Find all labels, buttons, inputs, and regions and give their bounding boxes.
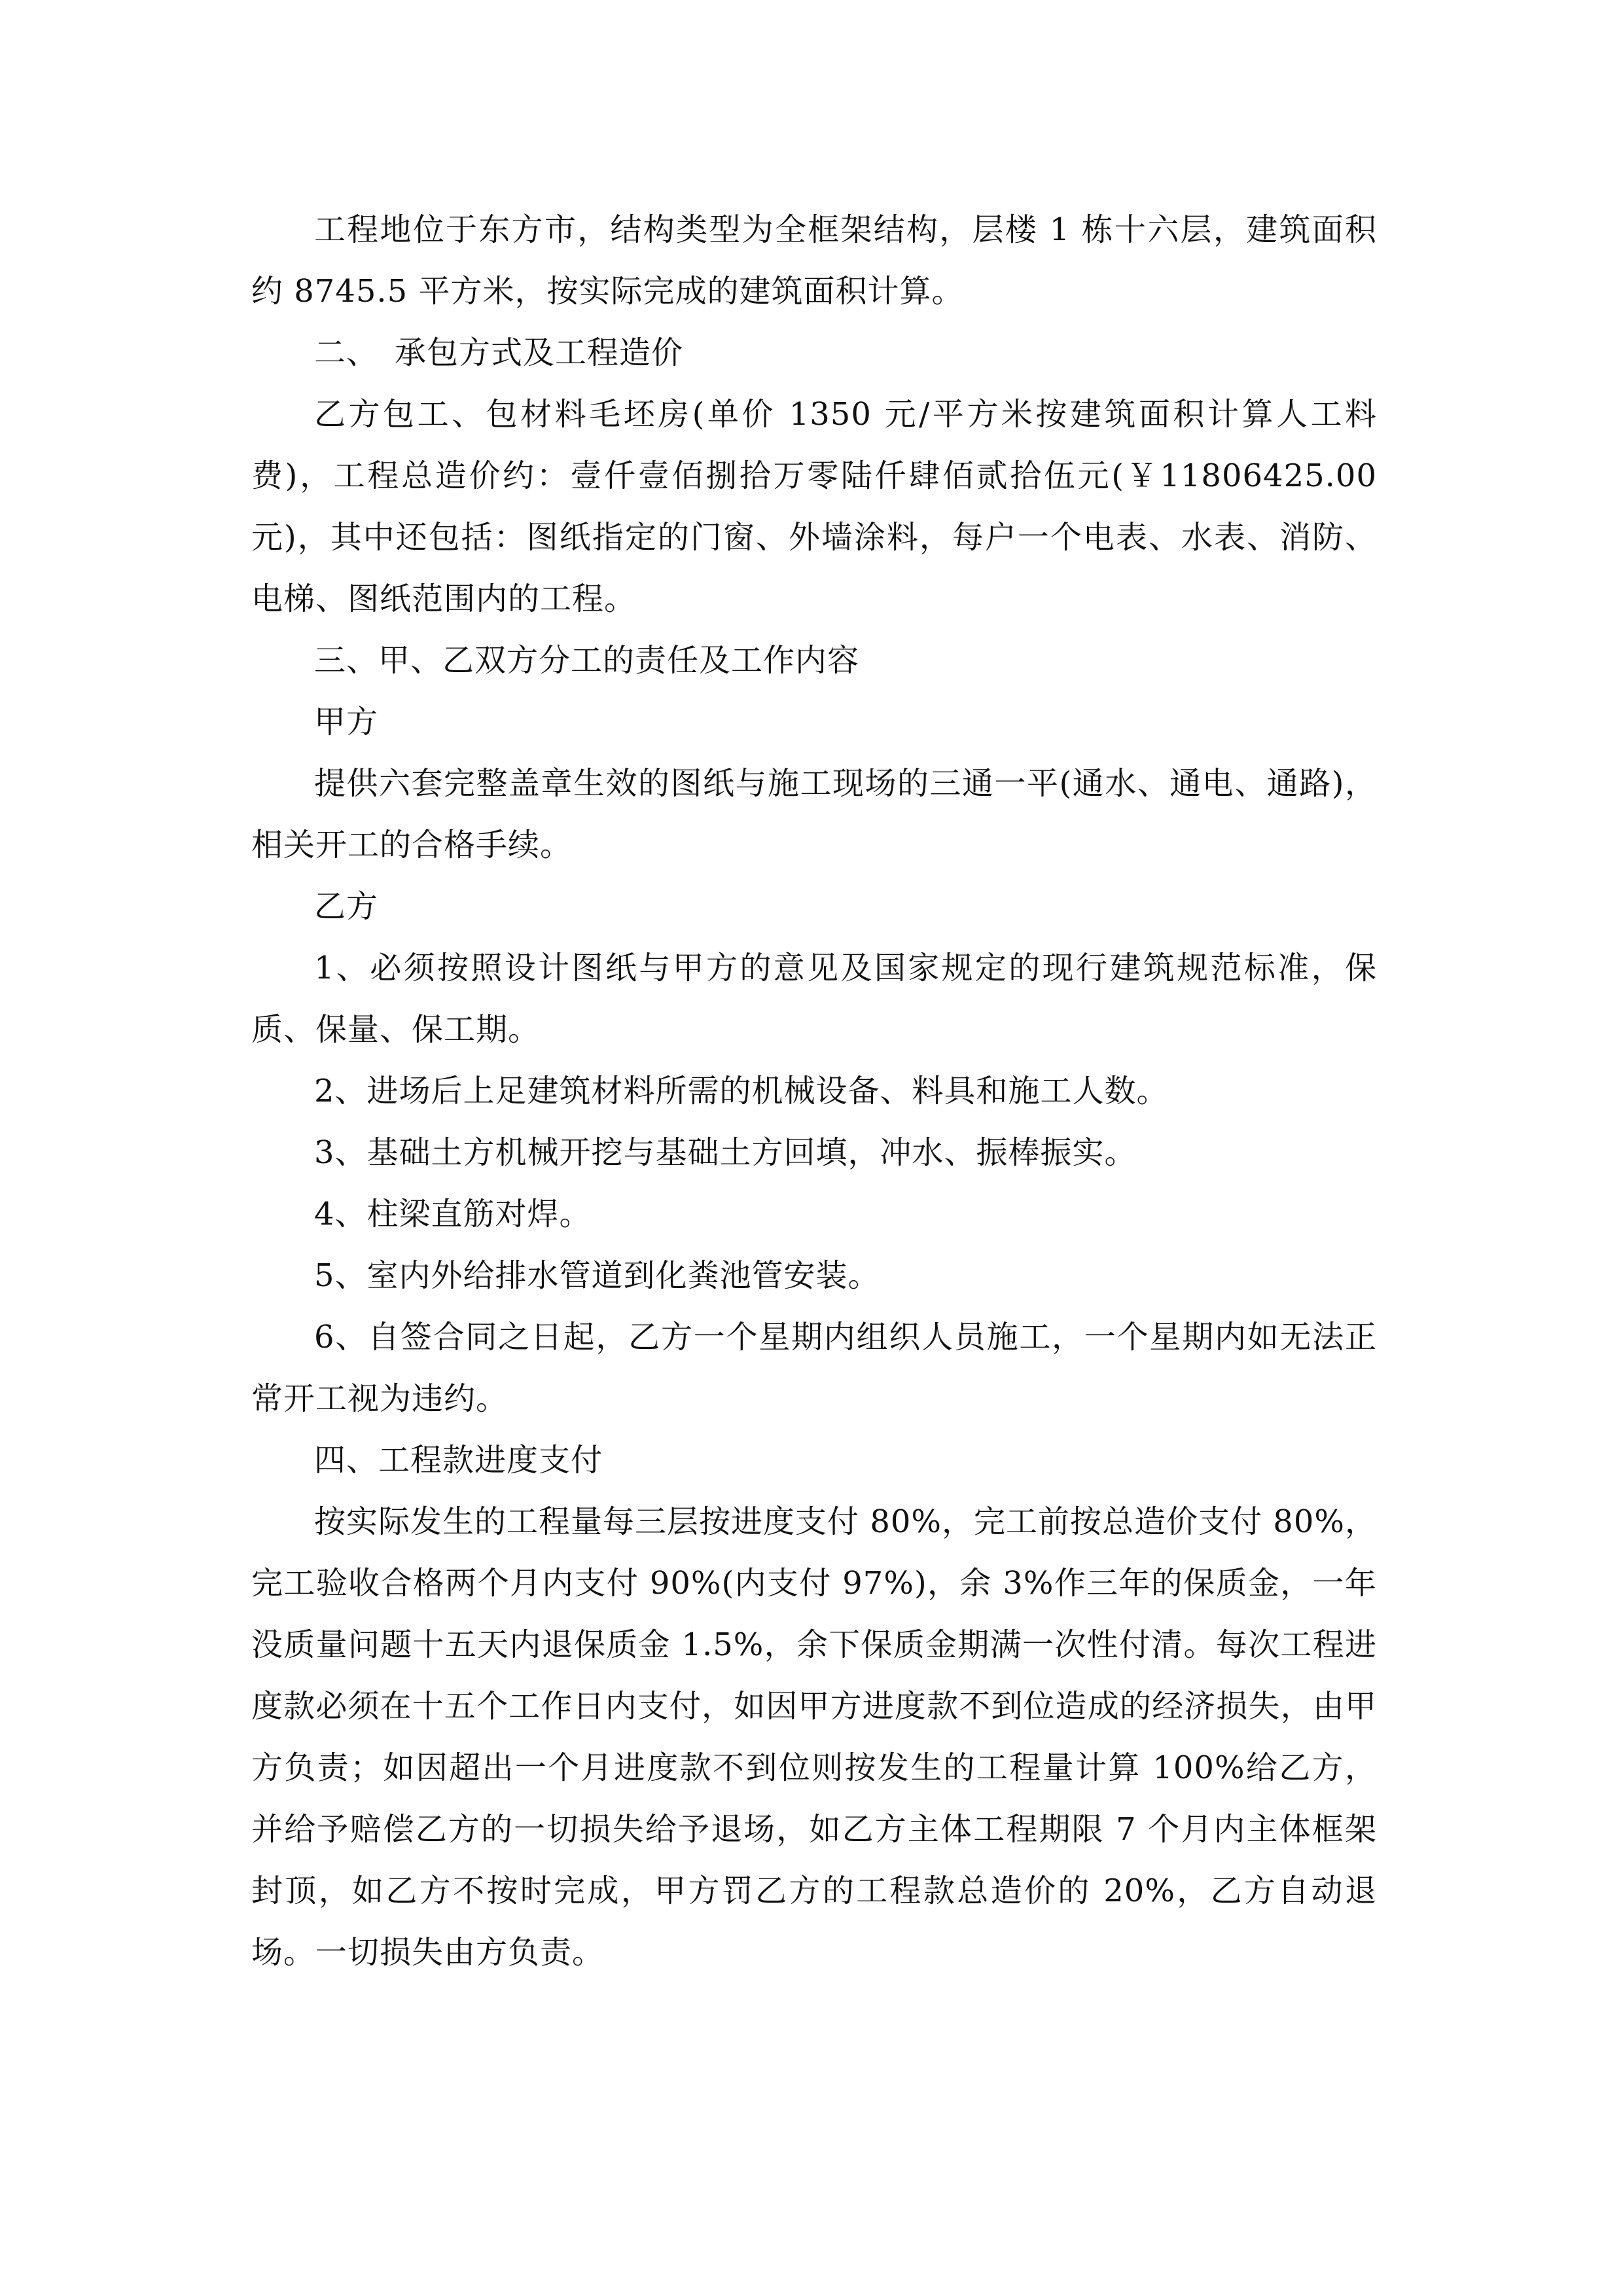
- section-heading-responsibilities: 三、甲、乙双方分工的责任及工作内容: [314, 642, 860, 679]
- paragraph-party-a-duties: 提供六套完整盖章生效的图纸与施工现场的三通一平(通水、通电、通路)，相关开工的合格手续。: [251, 765, 1377, 863]
- document-body: [251, 199, 1377, 1983]
- paragraph-contract-price: 乙方包工、包材料毛坯房(单价 1350 元/平方米按建筑面积计算人工料费)，工程总造价约：壹仟壹佰捌拾万零陆仟肆佰贰拾伍元(￥11806425.00 元)，其中还包括：图纸指定的门窗、外墙涂料，每户一个电表、水表、消防、电梯、图纸范围内的工程。: [251, 396, 1377, 617]
- list-item-6: 6、自签合同之日起，乙方一个星期内组织人员施工，一个星期内如无法正常开工视为违约。: [251, 1319, 1377, 1417]
- list-item-2: 2、进场后上足建筑材料所需的机械设备、料具和施工人数。: [314, 1073, 1169, 1109]
- paragraph-project-location: 工程地位于东方市，结构类型为全框架结构，层楼 1 栋十六层，建筑面积约 8745.5 平方米，按实际完成的建筑面积计算。: [251, 211, 1377, 310]
- section-heading-payment: 四、工程款进度支付: [314, 1442, 603, 1479]
- party-a-label: 甲方: [314, 704, 379, 740]
- list-item-5: 5、室内外给排水管道到化粪池管安装。: [314, 1257, 880, 1294]
- paragraph-payment-terms: 按实际发生的工程量每三层按进度支付 80%，完工前按总造价支付 80%，完工验收合格两个月内支付 90%(内支付 97%)，余 3%作三年的保质金，一年没质量问题十五天内退保质金 1.5%，余下保质金期满一次性付清。每次工程进度款必须在十五个工作日内支付，如因甲方进度款不到位造成的经济损失，由甲方负责；如因超出一个月进度款不到位则按发生的工程量计算 100%给乙方，并给予赔偿乙方的一切损失给予退场，如乙方主体工程期限 7 个月内主体框架封顶，如乙方不按时完成，甲方罚乙方的工程款总造价的 20%，乙方自动退场。一切损失由方负责。: [251, 1503, 1377, 1971]
- list-item-4: 4、柱梁直筋对焊。: [314, 1196, 592, 1232]
- list-item-1: 1、必须按照设计图纸与甲方的意见及国家规定的现行建筑规范标准，保质、保量、保工期。: [251, 950, 1377, 1048]
- list-item-3: 3、基础土方机械开挖与基础土方回填，冲水、振棒振实。: [314, 1134, 1137, 1171]
- section-heading-contract-method: 二、 承包方式及工程造价: [314, 334, 684, 371]
- party-b-label: 乙方: [314, 888, 379, 925]
